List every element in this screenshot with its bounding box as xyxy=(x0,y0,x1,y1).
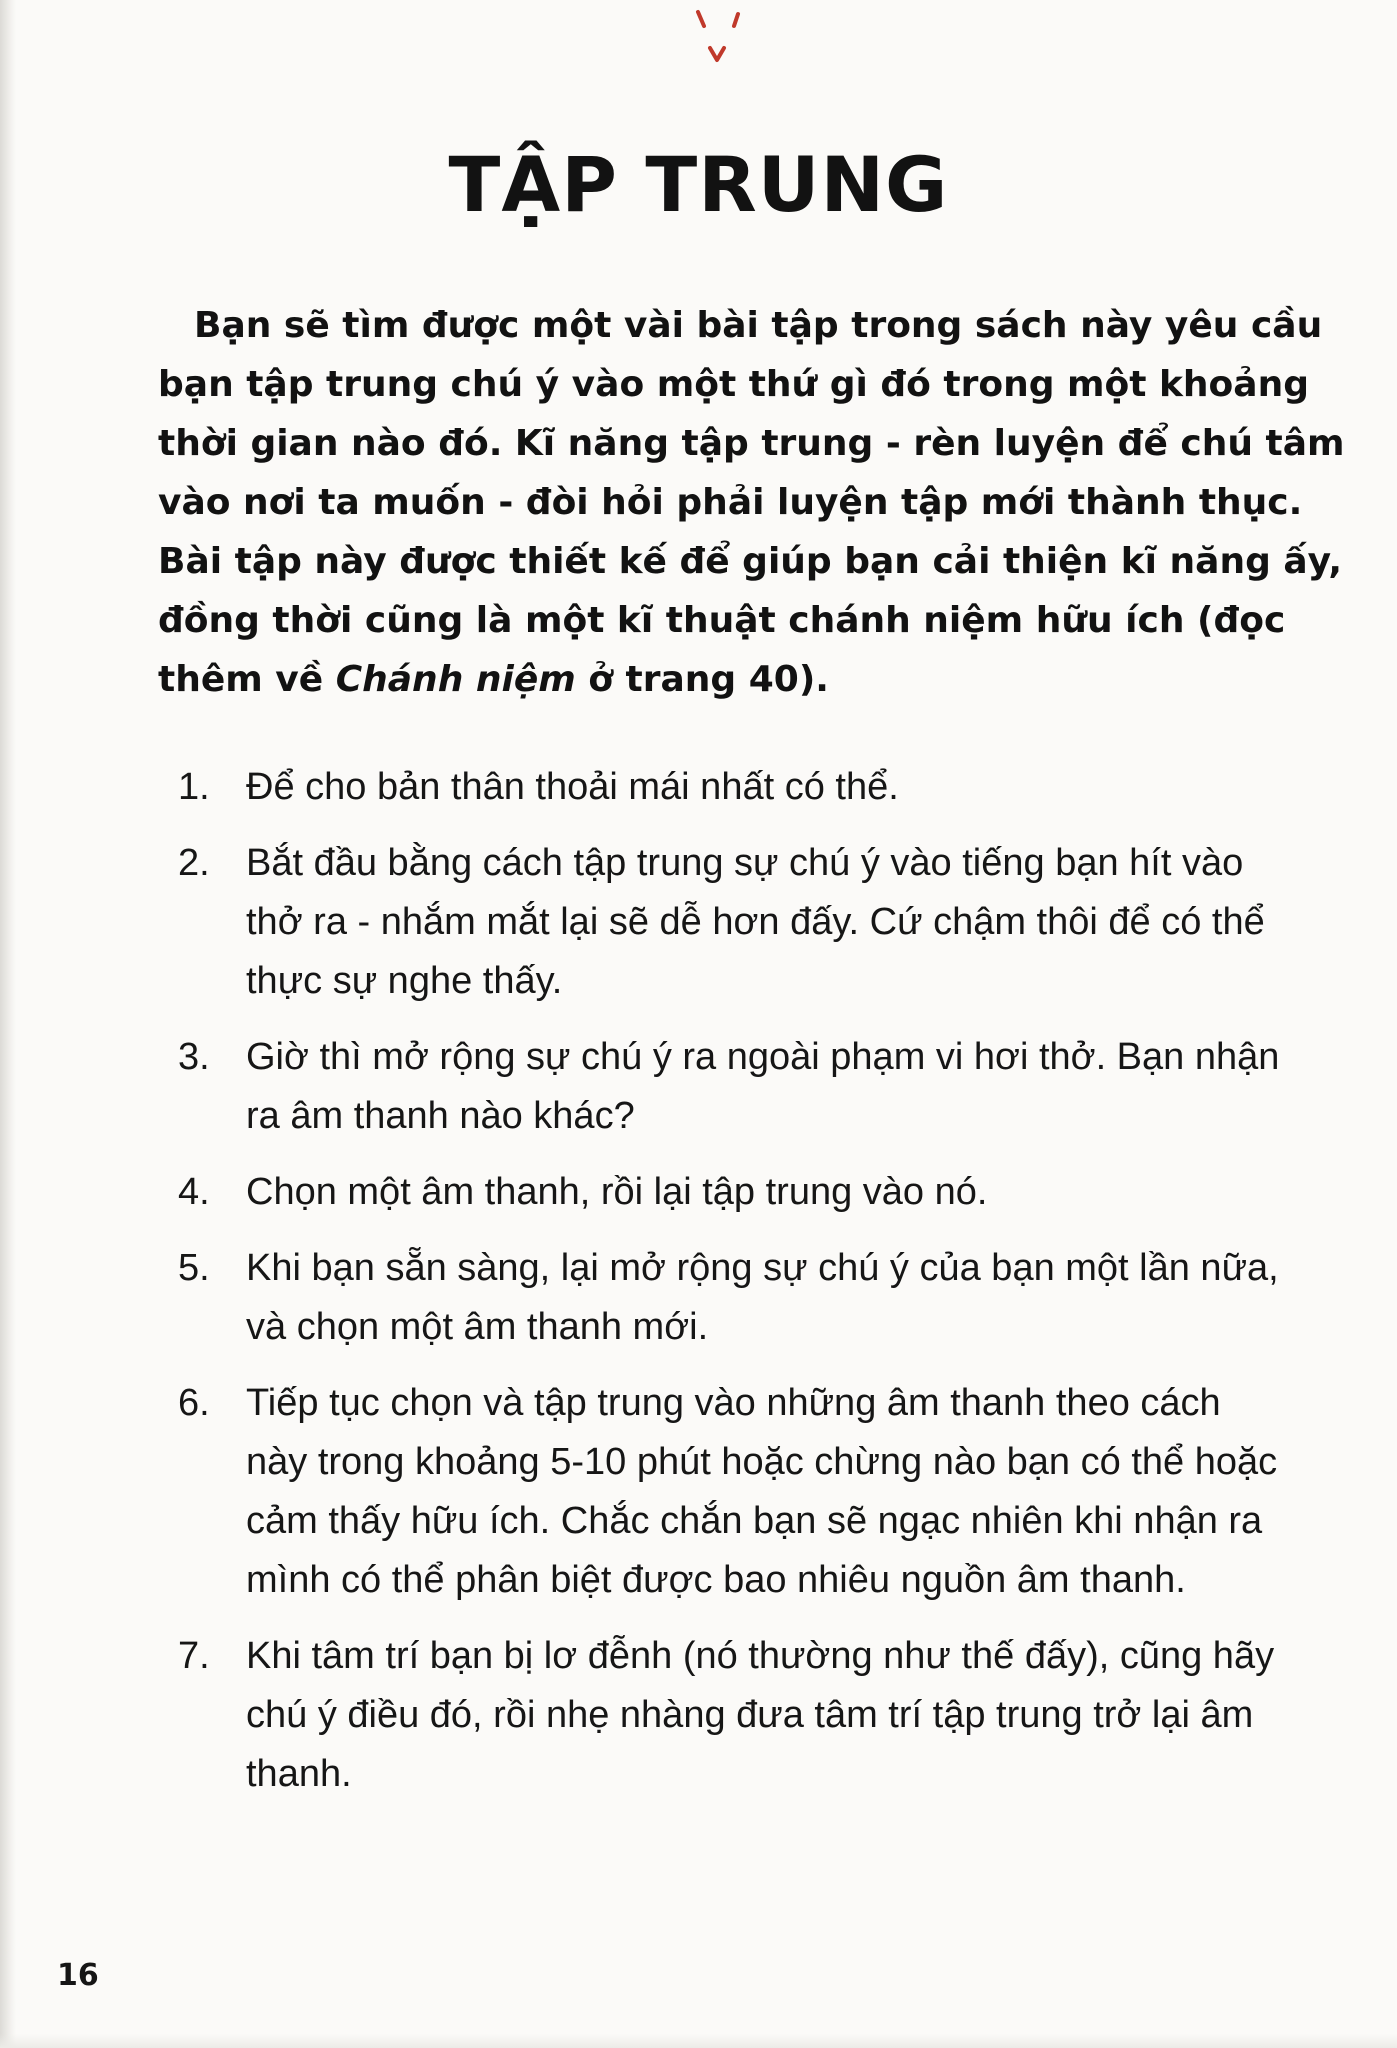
step-number: 4. xyxy=(178,1171,210,1213)
intro-line: thời gian nào đó. Kĩ năng tập trung - rèn luyện để chú tâm xyxy=(158,423,1345,464)
page-left-edge-shadow xyxy=(0,0,16,2048)
step-item xyxy=(170,834,1310,1011)
step-line: này trong khoảng 5-10 phút hoặc chừng nào bạn có thể hoặc xyxy=(246,1441,1278,1483)
step-item xyxy=(170,1163,1310,1222)
intro-text: thêm về xyxy=(158,659,336,700)
step-line: ra âm thanh nào khác? xyxy=(246,1095,635,1137)
red-bird-beak-ornament-icon xyxy=(686,6,746,66)
step-line: thở ra - nhắm mắt lại sẽ dễ hơn đấy. Cứ chậm thôi để có thể xyxy=(246,901,1265,943)
intro-line: đồng thời cũng là một kĩ thuật chánh niệm hữu ích (đọc xyxy=(158,600,1286,641)
page-number: 16 xyxy=(57,1958,99,1993)
step-number: 6. xyxy=(178,1382,210,1424)
step-line: thanh. xyxy=(246,1753,352,1795)
step-item xyxy=(170,1627,1310,1804)
step-line: Bắt đầu bằng cách tập trung sự chú ý vào tiếng bạn hít vào xyxy=(246,842,1244,884)
steps-list xyxy=(170,758,1310,1821)
intro-italic-reference: Chánh niệm xyxy=(335,659,576,700)
step-number: 5. xyxy=(178,1247,210,1289)
step-number: 3. xyxy=(178,1036,210,1078)
step-number: 1. xyxy=(178,766,210,808)
intro-line xyxy=(158,650,1298,709)
step-item xyxy=(170,1374,1310,1610)
step-line: Để cho bản thân thoải mái nhất có thể. xyxy=(246,766,899,808)
step-line: Khi tâm trí bạn bị lơ đễnh (nó thường như thế đấy), cũng hãy xyxy=(246,1635,1275,1677)
page-title: TẬP TRUNG xyxy=(448,140,949,229)
intro-paragraph xyxy=(158,296,1345,709)
step-line: Tiếp tục chọn và tập trung vào những âm thanh theo cách xyxy=(246,1382,1221,1424)
step-line: mình có thể phân biệt được bao nhiêu nguồn âm thanh. xyxy=(246,1559,1186,1601)
step-number: 7. xyxy=(178,1635,210,1677)
step-line: thực sự nghe thấy. xyxy=(246,960,563,1002)
intro-line: vào nơi ta muốn - đòi hỏi phải luyện tập mới thành thục. xyxy=(158,482,1303,523)
step-item xyxy=(170,758,1310,817)
intro-text: ở trang 40). xyxy=(575,659,829,700)
step-line: cảm thấy hữu ích. Chắc chắn bạn sẽ ngạc nhiên khi nhận ra xyxy=(246,1500,1263,1542)
step-item xyxy=(170,1239,1310,1357)
step-number: 2. xyxy=(178,842,210,884)
page-bottom-edge-shadow xyxy=(0,2034,1397,2048)
step-item xyxy=(170,1028,1310,1146)
intro-line: Bạn sẽ tìm được một vài bài tập trong sách này yêu cầu xyxy=(194,305,1323,346)
step-line: Chọn một âm thanh, rồi lại tập trung vào nó. xyxy=(246,1171,988,1213)
intro-line: Bài tập này được thiết kế để giúp bạn cải thiện kĩ năng ấy, xyxy=(158,541,1343,582)
step-line: và chọn một âm thanh mới. xyxy=(246,1306,709,1348)
step-line: Giờ thì mở rộng sự chú ý ra ngoài phạm vi hơi thở. Bạn nhận xyxy=(246,1036,1280,1078)
intro-line: bạn tập trung chú ý vào một thứ gì đó trong một khoảng xyxy=(158,364,1309,405)
step-line: chú ý điều đó, rồi nhẹ nhàng đưa tâm trí tập trung trở lại âm xyxy=(246,1694,1254,1736)
step-line: Khi bạn sẵn sàng, lại mở rộng sự chú ý của bạn một lần nữa, xyxy=(246,1247,1279,1289)
